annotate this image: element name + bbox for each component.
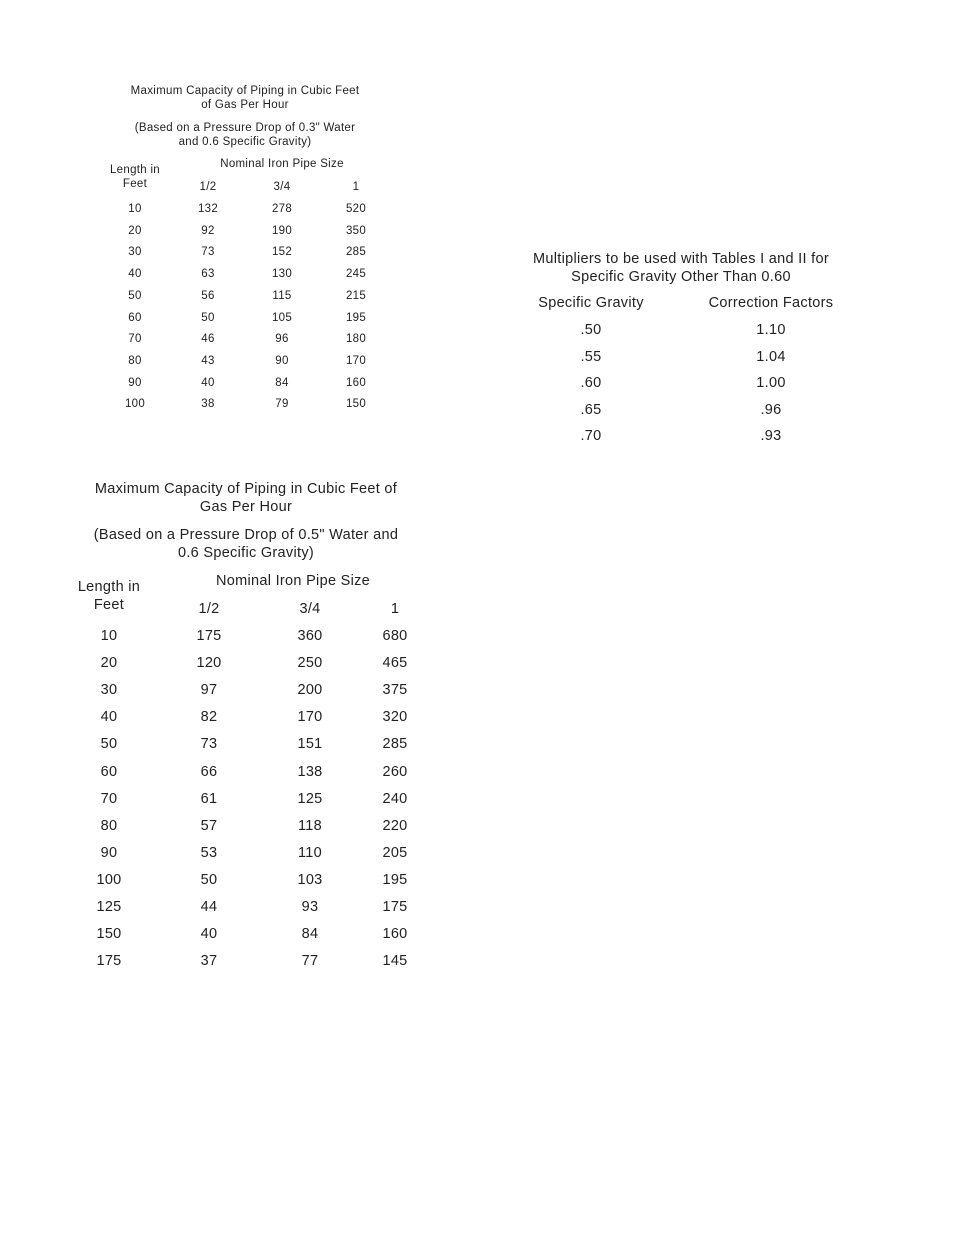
row-length: 80 (100, 817, 118, 834)
specific-gravity-cell: .55 (580, 348, 602, 365)
capacity-cell: 84 (301, 926, 319, 943)
capacity-cell: 46 (201, 333, 215, 346)
capacity-cell: 37 (200, 953, 218, 970)
length-column-header: Length in Feet (77, 579, 141, 613)
capacity-cell: 43 (201, 354, 215, 367)
capacity-cell: 360 (297, 628, 323, 644)
capacity-cell: 79 (275, 398, 289, 411)
row-length: 50 (100, 736, 118, 753)
capacity-cell: 44 (200, 899, 218, 915)
capacity-cell: 56 (201, 289, 215, 302)
capacity-cell: 195 (345, 311, 367, 324)
capacity-cell: 38 (201, 398, 215, 411)
specific-gravity-cell: .70 (580, 428, 602, 444)
capacity-cell: 175 (196, 628, 222, 644)
row-length: 10 (128, 203, 142, 215)
capacity-cell: 285 (382, 736, 408, 753)
capacity-cell: 77 (301, 953, 319, 970)
capacity-cell: 680 (382, 628, 408, 644)
pipe-size-column-header: 1 (390, 601, 400, 617)
capacity-cell: 160 (382, 926, 408, 943)
capacity-cell: 110 (297, 844, 323, 861)
length-column-header: Length in Feet (109, 164, 161, 190)
capacity-cell: 278 (271, 203, 293, 215)
row-length: 40 (128, 268, 142, 281)
capacity-cell: 125 (297, 790, 323, 807)
capacity-cell: 73 (200, 736, 218, 753)
row-length: 60 (128, 311, 142, 324)
row-length: 100 (96, 871, 122, 888)
row-length: 70 (100, 790, 118, 807)
specific-gravity-cell: .50 (580, 322, 602, 338)
capacity-cell: 190 (271, 224, 293, 237)
capacity-cell: 53 (200, 844, 218, 861)
capacity-cell: 115 (272, 289, 292, 302)
capacity-cell: 200 (297, 682, 323, 699)
capacity-cell: 50 (200, 871, 218, 888)
capacity-cell: 145 (382, 953, 408, 970)
capacity-cell: 350 (345, 224, 367, 237)
table-title: Multipliers to be used with Tables I and II for Specific Gravity Other Than 0.60 (533, 251, 829, 285)
capacity-cell: 73 (201, 246, 215, 259)
capacity-cell: 250 (297, 655, 323, 672)
specific-gravity-cell: .65 (580, 401, 602, 418)
capacity-cell: 285 (345, 246, 367, 259)
capacity-cell: 61 (200, 790, 218, 807)
table-subtitle: (Based on a Pressure Drop of 0.5" Water and 0.6 Specific Gravity) (93, 527, 399, 561)
capacity-cell: 63 (201, 268, 215, 281)
row-length: 30 (128, 246, 142, 259)
correction-factor-cell: 1.04 (756, 348, 786, 365)
capacity-cell: 465 (382, 655, 408, 672)
capacity-cell: 90 (275, 354, 289, 367)
capacity-cell: 130 (271, 268, 293, 281)
capacity-cell: 320 (382, 709, 408, 726)
capacity-cell: 220 (382, 817, 408, 834)
correction-factor-cell: 1.10 (756, 322, 786, 338)
capacity-cell: 170 (297, 709, 323, 726)
capacity-cell: 40 (200, 926, 218, 943)
capacity-cell: 118 (297, 817, 323, 834)
capacity-cell: 97 (200, 682, 218, 699)
pipe-capacity-table-0.5 (70, 480, 420, 975)
correction-factor-cell: .93 (760, 428, 782, 444)
capacity-cell: 215 (345, 289, 367, 302)
capacity-cell: 96 (275, 333, 289, 346)
row-length: 100 (124, 398, 146, 411)
column-header: Correction Factors (708, 295, 834, 311)
capacity-cell: 152 (271, 246, 293, 259)
capacity-cell: 205 (382, 844, 408, 861)
pipe-capacity-table-0.3 (100, 84, 390, 414)
capacity-cell: 93 (301, 899, 319, 915)
pipe-size-column-header: 3/4 (273, 181, 291, 193)
capacity-cell: 92 (201, 224, 215, 237)
row-length: 70 (128, 333, 142, 346)
pipe-size-header: Nominal Iron Pipe Size (220, 158, 344, 170)
column-header: Specific Gravity (538, 295, 644, 311)
table-subtitle: (Based on a Pressure Drop of 0.3" Water and 0.6 Specific Gravity) (134, 122, 356, 148)
correction-factor-cell: .96 (760, 401, 782, 418)
row-length: 125 (96, 899, 122, 915)
pipe-size-column-header: 1/2 (198, 601, 220, 617)
capacity-cell: 245 (345, 268, 367, 281)
specific-gravity-multiplier-table (515, 250, 850, 450)
capacity-cell: 132 (197, 203, 219, 215)
row-length: 90 (100, 844, 118, 861)
row-length: 20 (100, 655, 118, 672)
row-length: 60 (100, 763, 118, 780)
capacity-cell: 82 (200, 709, 218, 726)
correction-factor-cell: 1.00 (756, 375, 786, 391)
capacity-cell: 151 (297, 736, 323, 753)
capacity-cell: 150 (345, 398, 367, 411)
capacity-cell: 240 (382, 790, 408, 807)
capacity-cell: 160 (345, 376, 367, 389)
capacity-cell: 138 (297, 763, 323, 780)
pipe-size-header: Nominal Iron Pipe Size (215, 573, 371, 589)
capacity-cell: 50 (201, 311, 215, 324)
pipe-size-column-header: 3/4 (299, 601, 321, 617)
capacity-cell: 66 (200, 763, 218, 780)
capacity-cell: 375 (382, 682, 408, 699)
capacity-cell: 105 (271, 311, 293, 324)
capacity-cell: 40 (201, 376, 215, 389)
table-title: Maximum Capacity of Piping in Cubic Feet of Gas Per Hour (94, 481, 398, 515)
capacity-cell: 520 (345, 203, 367, 215)
capacity-cell: 57 (200, 817, 218, 834)
specific-gravity-cell: .60 (580, 375, 602, 391)
capacity-cell: 84 (275, 376, 289, 389)
table-title: Maximum Capacity of Piping in Cubic Feet of Gas Per Hour (130, 85, 360, 111)
row-length: 175 (96, 953, 122, 970)
capacity-cell: 195 (382, 871, 408, 888)
capacity-cell: 103 (297, 871, 323, 888)
capacity-cell: 120 (196, 655, 222, 672)
row-length: 50 (128, 289, 142, 302)
pipe-size-column-header: 1 (352, 181, 360, 193)
row-length: 80 (128, 354, 142, 367)
row-length: 90 (128, 376, 142, 389)
row-length: 10 (100, 628, 118, 644)
capacity-cell: 175 (382, 899, 408, 915)
row-length: 40 (100, 709, 118, 726)
row-length: 30 (100, 682, 118, 699)
row-length: 150 (96, 926, 122, 943)
capacity-cell: 180 (345, 333, 367, 346)
row-length: 20 (128, 224, 142, 237)
capacity-cell: 260 (382, 763, 408, 780)
pipe-size-column-header: 1/2 (199, 181, 217, 193)
capacity-cell: 170 (345, 354, 367, 367)
